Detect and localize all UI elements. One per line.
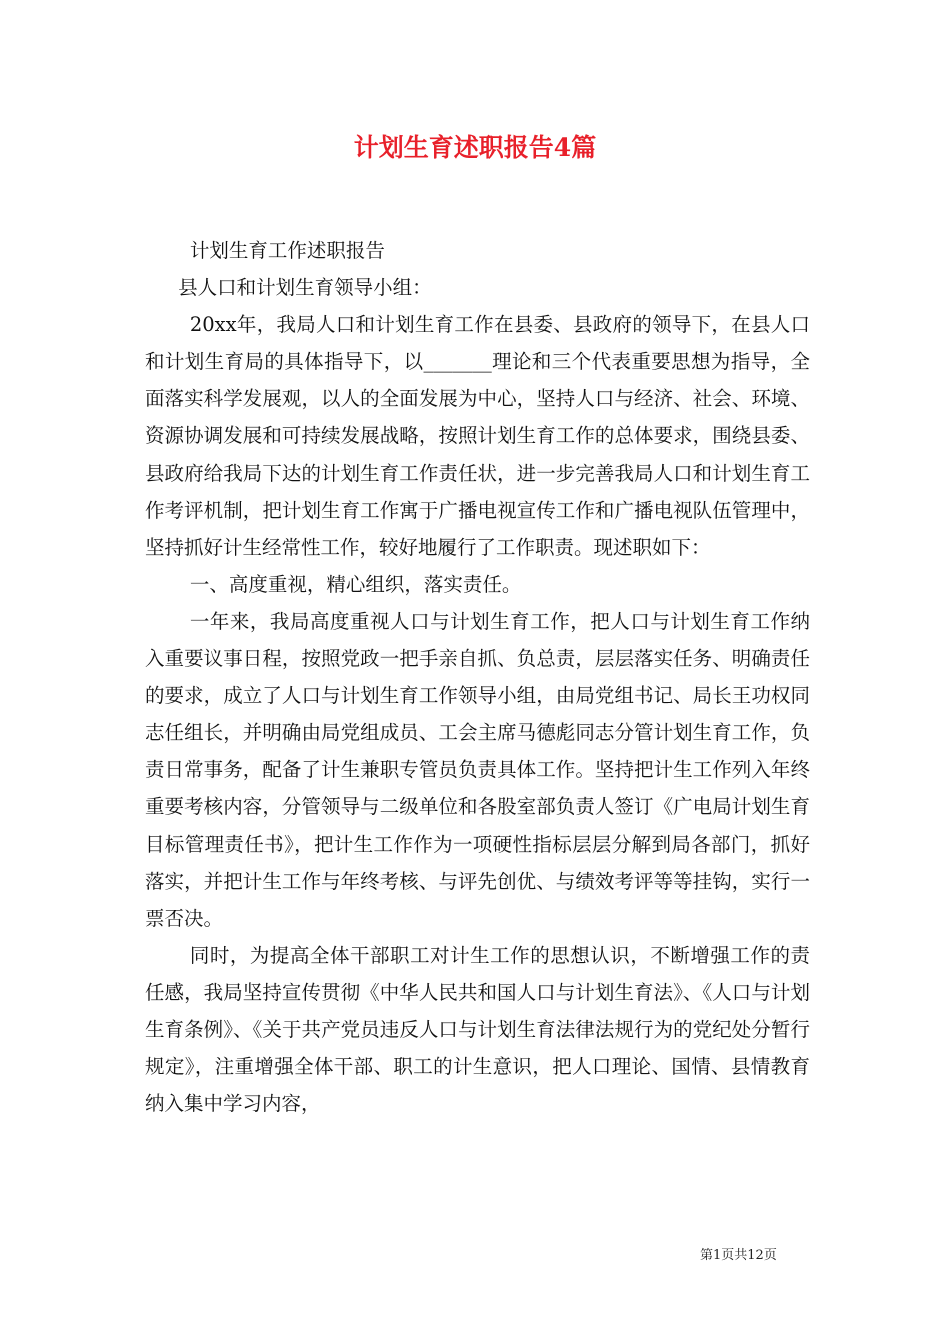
page-title: 计划生育述职报告4篇 bbox=[353, 133, 597, 162]
salutation: 县人口和计划生育领导小组： bbox=[178, 276, 432, 300]
page-number: 第1页共12页 bbox=[700, 1248, 777, 1263]
paragraph: 一年来，我局高度重视人口与计划生育工作，把人口与计划生育工作纳入重要议事日程，按照党政一把手亲自抓、负总责，层层落实任务、明确责任的要求，成立了人口与计划生育工作领导小组，由局党组书记、局长王功权同志任组长，并明确由局党组成员、工会主席马德彪同志分管计划生育工作，负责日常事务，配备了计生兼职专管员负责具体工作。坚持把计生工作列入年终重要考核内容，分管领导与二级单位和各股室部负责人签订《广电局计划生育目标管理责任书》，把计生工作作为一项硬性指标层层分解到局各部门，抓好落实，并把计生工作与年终考核、与评先创优、与绩效考评等等挂钩，实行一票否决。 bbox=[145, 609, 810, 930]
subheading: 一、高度重视，精心组织，落实责任。 bbox=[189, 572, 522, 596]
section-heading: 计划生育工作述职报告 bbox=[189, 239, 385, 262]
paragraph: 同时，为提高全体干部职工对计生工作的思想认识，不断增强工作的责任感，我局坚持宣传贯彻《中华人民共和国人口与计划生育法》、《人口与计划生育条例》、《关于共产党员违反人口与计划生育法律法规行为的党纪处分暂行规定》，注重增强全体干部、职工的计生意识，把人口理论、国情、县情教育纳入集中学习内容， bbox=[145, 943, 810, 1116]
paragraph: 20xx年，我局人口和计划生育工作在县委、县政府的领导下，在县人口和计划生育局的具体指导下，以_______理论和三个代表重要思想为指导，全面落实科学发展观，以人的全面发展为中心，坚持人口与经济、社会、环境、资源协调发展和可持续发展战略，按照计划生育工作的总体要求，围绕县委、县政府给我局下达的计划生育工作责任状，进一步完善我局人口和计划生育工作考评机制，把计划生育工作寓于广播电视宣传工作和广播电视队伍管理中，坚持抓好计生经常性工作，较好地履行了工作职责。现述职如下： bbox=[145, 313, 810, 559]
document-body bbox=[145, 232, 810, 1122]
